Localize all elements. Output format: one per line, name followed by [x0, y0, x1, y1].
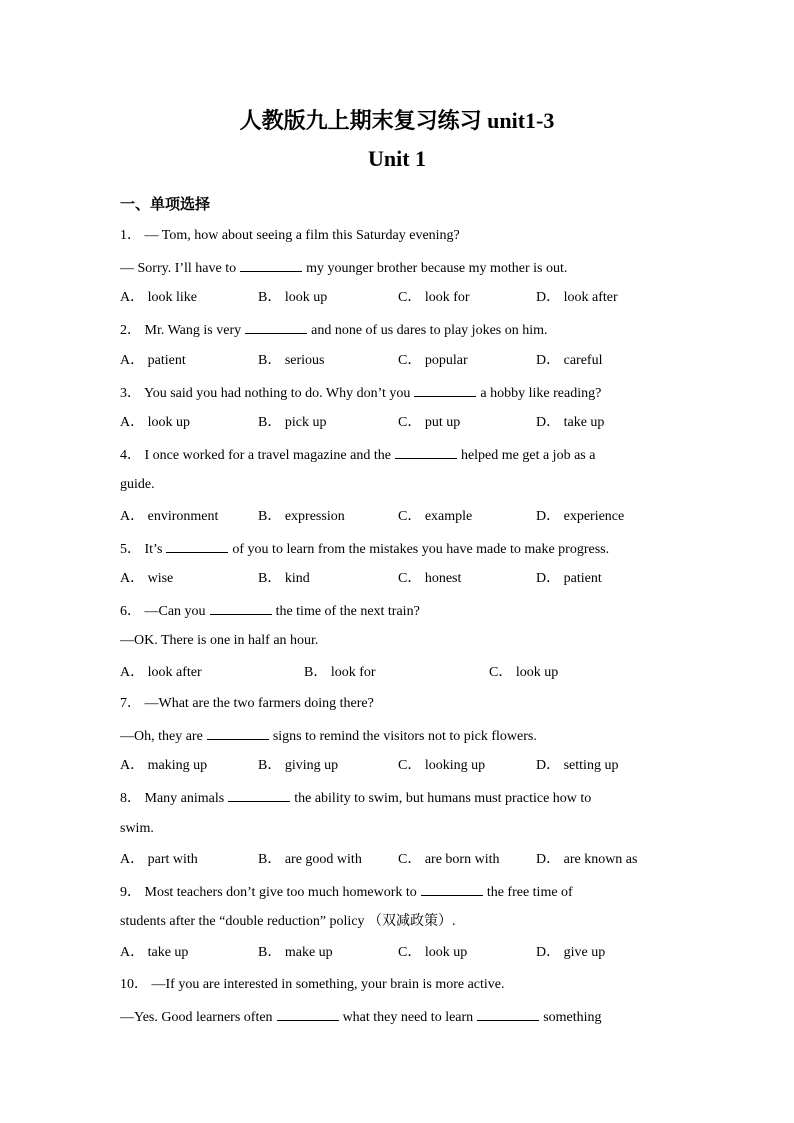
- answer-blank[interactable]: [210, 601, 272, 615]
- question-10-reply: —Yes. Good learners often what they need to learn something: [120, 1007, 602, 1027]
- answer-blank[interactable]: [166, 539, 228, 553]
- option-c[interactable]: C． popular: [398, 353, 468, 368]
- option-b[interactable]: B． giving up: [258, 758, 339, 773]
- question-4: 4． I once worked for a travel magazine and the helped me get a job as a: [120, 445, 595, 465]
- answer-blank[interactable]: [395, 445, 457, 459]
- answer-blank[interactable]: [477, 1007, 539, 1021]
- question-6-reply: —OK. There is one in half an hour.: [120, 633, 319, 648]
- option-c[interactable]: C． are born with: [398, 852, 500, 867]
- option-a[interactable]: A． look after: [120, 665, 202, 680]
- option-a[interactable]: A． wise: [120, 571, 174, 586]
- answer-blank[interactable]: [277, 1007, 339, 1021]
- question-8-continued: swim.: [120, 821, 154, 836]
- option-d[interactable]: D． careful: [536, 353, 603, 368]
- option-d[interactable]: D． are known as: [536, 852, 638, 867]
- option-a[interactable]: A． look up: [120, 415, 190, 430]
- question-7: 7． —What are the two farmers doing there?: [120, 696, 374, 711]
- option-d[interactable]: D． experience: [536, 509, 625, 524]
- option-a[interactable]: A． look like: [120, 290, 197, 305]
- option-a[interactable]: A． environment: [120, 509, 219, 524]
- question-9-continued: students after the “double reduction” policy （双减政策）.: [120, 914, 456, 929]
- option-b[interactable]: B． are good with: [258, 852, 362, 867]
- question-7-reply: —Oh, they are signs to remind the visitors not to pick flowers.: [120, 726, 537, 746]
- option-b[interactable]: B． look for: [304, 665, 376, 680]
- answer-blank[interactable]: [421, 882, 483, 896]
- option-c[interactable]: C． look for: [398, 290, 470, 305]
- option-c[interactable]: C． look up: [489, 665, 559, 680]
- answer-blank[interactable]: [245, 320, 307, 334]
- option-a[interactable]: A． part with: [120, 852, 198, 867]
- answer-blank[interactable]: [240, 258, 302, 272]
- question-2: 2． Mr. Wang is very and none of us dares to play jokes on him.: [120, 320, 548, 340]
- option-b[interactable]: B． kind: [258, 571, 310, 586]
- question-6: 6． —Can you the time of the next train?: [120, 601, 420, 621]
- question-9: 9． Most teachers don’t give too much homework to the free time of: [120, 882, 573, 902]
- option-a[interactable]: A． take up: [120, 945, 189, 960]
- option-d[interactable]: D． take up: [536, 415, 605, 430]
- question-1: 1． — Tom, how about seeing a film this Saturday evening?: [120, 228, 460, 243]
- option-d[interactable]: D． patient: [536, 571, 602, 586]
- option-c[interactable]: C． put up: [398, 415, 461, 430]
- page-title: 人教版九上期末复习练习 unit1-3: [239, 108, 555, 133]
- option-c[interactable]: C． look up: [398, 945, 468, 960]
- answer-blank[interactable]: [228, 788, 290, 802]
- option-b[interactable]: B． serious: [258, 353, 325, 368]
- option-a[interactable]: A． making up: [120, 758, 208, 773]
- section-heading: 一、单项选择: [120, 197, 211, 213]
- option-d[interactable]: D． look after: [536, 290, 618, 305]
- question-3: 3． You said you had nothing to do. Why don’t you a hobby like reading?: [120, 383, 601, 403]
- option-d[interactable]: D． give up: [536, 945, 606, 960]
- answer-blank[interactable]: [414, 383, 476, 397]
- option-a[interactable]: A． patient: [120, 353, 186, 368]
- question-10: 10． —If you are interested in something, your brain is more active.: [120, 977, 505, 992]
- option-d[interactable]: D． setting up: [536, 758, 619, 773]
- question-8: 8． Many animals the ability to swim, but humans must practice how to: [120, 788, 591, 808]
- option-c[interactable]: C． example: [398, 509, 473, 524]
- option-c[interactable]: C． honest: [398, 571, 462, 586]
- answer-blank[interactable]: [207, 726, 269, 740]
- option-c[interactable]: C． looking up: [398, 758, 486, 773]
- option-b[interactable]: B． pick up: [258, 415, 327, 430]
- option-b[interactable]: B． expression: [258, 509, 345, 524]
- question-4-continued: guide.: [120, 477, 155, 492]
- option-b[interactable]: B． look up: [258, 290, 328, 305]
- unit-heading: Unit 1: [367, 146, 427, 171]
- question-5: 5． It’s of you to learn from the mistakes you have made to make progress.: [120, 539, 609, 559]
- question-1-reply: — Sorry. I’ll have to my younger brother because my mother is out.: [120, 258, 567, 278]
- option-b[interactable]: B． make up: [258, 945, 333, 960]
